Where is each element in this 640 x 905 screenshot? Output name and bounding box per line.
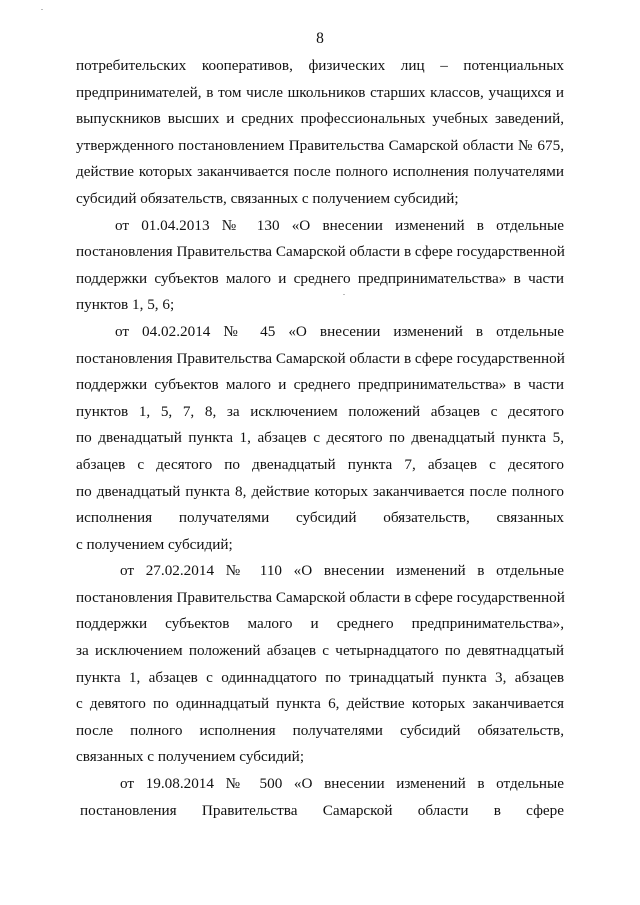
text-line: постановления Правительства Самарской области в сфере государственной bbox=[76, 349, 565, 367]
text-line: за исключением положений абзацев с четырнадцатого по девятнадцатый bbox=[76, 642, 564, 660]
text-line: от 19.08.2014 № 500 «О внесении изменений в отдельные bbox=[120, 775, 564, 793]
text-line: утвержденного постановлением Правительства Самарской области № 675, bbox=[76, 136, 564, 154]
paragraph-resolution-500 bbox=[76, 771, 564, 824]
text-line: от 27.02.2014 № 110 «О внесении изменений в отдельные bbox=[120, 562, 564, 580]
text-line: по двенадцатый пункта 8, действие которых заканчивается после полного bbox=[76, 482, 564, 500]
text-line: абзацев с десятого по двенадцатый пункта 7, абзацев с десятого bbox=[76, 455, 564, 473]
text-line: потребительских кооперативов, физических лиц – потенциальных bbox=[76, 57, 564, 74]
text-line: с девятого по одиннадцатый пункта 6, действие которых заканчивается bbox=[76, 695, 564, 713]
paragraph-resolution-130 bbox=[76, 213, 564, 319]
text-line: от 04.02.2014 № 45 «О внесении изменений в отдельные bbox=[115, 322, 564, 340]
text-line: поддержки субъектов малого и среднего предпринимательства» в части bbox=[76, 376, 564, 394]
document-body bbox=[76, 53, 564, 824]
text-line: постановления Правительства Самарской области в сфере государственной bbox=[76, 588, 565, 606]
text-line: от 01.04.2013 № 130 «О внесении изменений в отдельные bbox=[115, 216, 564, 234]
text-line: выпускников высших и средних профессиональных учебных заведений, bbox=[76, 110, 564, 128]
text-line: постановления Правительства Самарской области в сфере bbox=[80, 801, 564, 819]
text-line: поддержки субъектов малого и среднего предпринимательства» в части bbox=[76, 269, 564, 287]
paragraph-resolution-45 bbox=[76, 319, 564, 558]
text-line: постановления Правительства Самарской области в сфере государственной bbox=[76, 243, 565, 261]
page-number: 8 bbox=[316, 30, 324, 47]
text-line: исполнения получателями субсидий обязательств, связанных bbox=[76, 509, 564, 527]
text-line: связанных с получением субсидий; bbox=[76, 748, 305, 766]
text-line: с получением субсидий; bbox=[76, 535, 233, 553]
text-line: по двенадцатый пункта 1, абзацев с десятого по двенадцатый пункта 5, bbox=[76, 429, 564, 447]
text-line: пункта 1, абзацев с одиннадцатого по тринадцатый пункта 3, абзацев bbox=[76, 668, 564, 686]
paragraph-resolution-110 bbox=[76, 558, 564, 771]
text-line: поддержки субъектов малого и среднего предпринимательства», bbox=[76, 615, 564, 633]
text-line: действие которых заканчивается после полного исполнения получателями bbox=[76, 163, 564, 181]
paragraph-continuation bbox=[76, 53, 564, 213]
text-line: предпринимателей, в том числе школьников старших классов, учащихся и bbox=[76, 83, 564, 101]
text-line: субсидий обязательств, связанных с получением субсидий; bbox=[76, 189, 459, 207]
text-line: пунктов 1, 5, 7, 8, за исключением положений абзацев с десятого bbox=[76, 402, 564, 420]
scan-speck bbox=[41, 9, 43, 10]
text-line: после полного исполнения получателями субсидий обязательств, bbox=[76, 721, 564, 739]
text-line: пунктов 1, 5, 6; bbox=[76, 296, 175, 314]
